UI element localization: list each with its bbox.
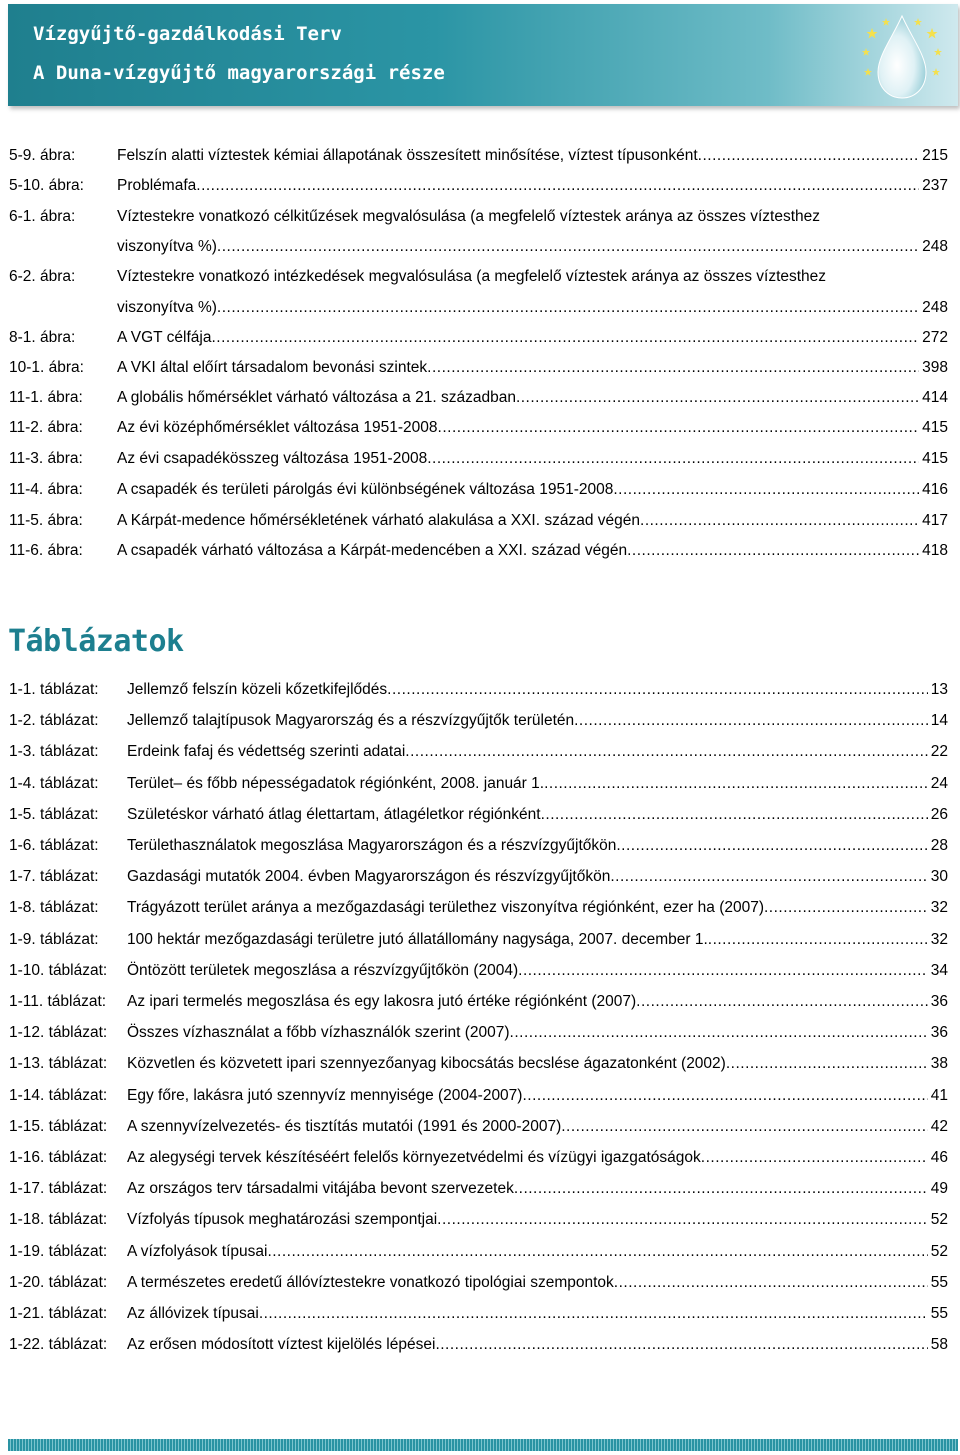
table-number: 1-3. táblázat: [9, 743, 99, 761]
table-number: 1-16. táblázat: [9, 1149, 108, 1166]
leader-dots [726, 1054, 928, 1074]
leader-dots [627, 541, 919, 561]
document-header [8, 4, 958, 106]
table-number: 1-19. táblázat: [9, 1242, 108, 1260]
leader-dots [708, 930, 928, 950]
table-number: 1-8. táblázat: [9, 899, 99, 917]
leader-dots [437, 1210, 928, 1230]
table-title: A vízfolyások típusai [127, 1242, 268, 1260]
tables-section-heading: Táblázatok [8, 624, 184, 659]
leader-dots [259, 1304, 928, 1324]
table-title: Területhasználatok megoszlása Magyarországon és a részvízgyűjtőkön [127, 837, 617, 854]
page-number: 36 [930, 993, 948, 1010]
page-number: 215 [922, 147, 948, 164]
table-title: Terület– és főbb népességadatok régiónként, 2008. január 1. [127, 774, 545, 792]
table-number: 1-12. táblázat: [9, 1024, 108, 1042]
figure-number: 11-3. ábra: [9, 450, 83, 467]
page-number: 38 [930, 1055, 948, 1073]
table-number: 1-22. táblázat: [9, 1336, 108, 1354]
figure-title: A globális hőmérséklet várható változása a 21. században [117, 389, 516, 406]
page-number: 49 [930, 1180, 948, 1198]
page-number: 248 [922, 299, 948, 316]
table-title: Születéskor várható átlag élettartam, átlagéletkor régiónként [127, 805, 541, 823]
leader-dots [544, 774, 928, 794]
table-title: A természetes eredetű állóvíztestekre vonatkozó tipológiai szempontok [127, 1273, 614, 1291]
figure-number: 5-10. ábra: [9, 177, 84, 194]
page-number: 414 [922, 389, 948, 406]
table-title: Az állóvizek típusai [127, 1305, 259, 1322]
leader-dots [211, 328, 919, 348]
page-number: 32 [930, 930, 948, 948]
leader-dots [387, 680, 928, 700]
table-number: 1-21. táblázat: [9, 1305, 108, 1322]
figure-title-line1: Víztestekre vonatkozó intézkedések megvalósulása (a megfelelő víztestek aránya az összes víztesthez [117, 268, 827, 285]
page-number: 13 [930, 681, 948, 698]
page-number: 415 [922, 450, 948, 467]
leader-dots [698, 146, 919, 166]
table-title: 100 hektár mezőgazdasági területre jutó állatállomány nagysága, 2007. december 1. [127, 930, 708, 948]
water-drop-eu-logo-icon [852, 8, 952, 102]
figure-title: Az évi középhőmérséklet változása 1951-2008 [117, 419, 438, 436]
leader-dots [435, 1335, 927, 1355]
leader-dots [541, 805, 928, 825]
page-number: 52 [930, 1242, 948, 1260]
page-number: 32 [930, 899, 948, 917]
figure-title: A csapadék várható változása a Kárpát-medencében a XXI. század végén [117, 542, 628, 559]
table-number: 1-10. táblázat: [9, 961, 108, 979]
table-number: 1-9. táblázat: [9, 930, 99, 948]
page-number: 58 [930, 1336, 948, 1354]
table-number: 1-11. táblázat: [9, 993, 107, 1010]
figure-title: Problémafa [117, 177, 197, 194]
page-number: 52 [930, 1211, 948, 1229]
table-title: Trágyázott terület aránya a mezőgazdasági területhez viszonyítva régiónként, ezer ha (2007) [127, 899, 764, 917]
table-number: 1-14. táblázat: [9, 1086, 108, 1104]
table-number: 1-17. táblázat: [9, 1180, 108, 1198]
leader-dots [217, 237, 919, 257]
figure-title: A VKI által előírt társadalom bevonási szintek [117, 359, 428, 376]
leader-dots [613, 480, 919, 500]
table-title: Jellemző felszín közeli kőzetkifejlődés [127, 681, 388, 698]
page-number: 417 [922, 512, 948, 529]
page-number: 24 [930, 774, 948, 792]
figure-number: 10-1. ábra: [9, 359, 84, 376]
page-number: 42 [930, 1117, 948, 1135]
table-number: 1-6. táblázat: [9, 837, 99, 854]
page-number: 55 [930, 1305, 948, 1322]
leader-dots [217, 298, 919, 318]
page-number: 55 [930, 1273, 948, 1291]
table-number: 1-7. táblázat: [9, 868, 99, 886]
page-number: 415 [922, 419, 948, 436]
leader-dots [427, 358, 919, 378]
figure-number: 6-1. ábra: [9, 208, 76, 225]
figure-number: 11-1. ábra: [9, 389, 83, 406]
header-title-line1: Vízgyűjtő-gazdálkodási Terv [33, 23, 342, 45]
page-number: 46 [930, 1149, 948, 1166]
table-title: Összes vízhasználat a főbb vízhasználók szerint (2007) [127, 1024, 510, 1042]
leader-dots [522, 1086, 927, 1106]
leader-dots [438, 418, 920, 438]
table-number: 1-1. táblázat: [9, 681, 99, 698]
leader-dots [614, 1273, 928, 1293]
leader-dots [196, 176, 919, 196]
figure-number: 11-4. ábra: [9, 481, 83, 498]
figure-title: Az évi csapadékösszeg változása 1951-2008 [117, 450, 428, 467]
leader-dots [764, 898, 928, 918]
table-number: 1-4. táblázat: [9, 774, 99, 792]
leader-dots [514, 1179, 928, 1199]
table-title: Az alegységi tervek készítéséért felelős környezetvédelmi és vízügyi igazgatóságok [127, 1149, 701, 1166]
figure-title: viszonyítva %) [117, 238, 217, 255]
leader-dots [561, 1117, 928, 1137]
header-title-line2: A Duna-vízgyűjtő magyarországi része [33, 62, 445, 84]
figure-number: 11-2. ábra: [9, 419, 83, 436]
leader-dots [636, 992, 928, 1012]
figure-title: A csapadék és területi párolgás évi különbségének változása 1951-2008 [117, 481, 614, 498]
figure-title: A VGT célfája [117, 329, 212, 346]
page-number: 30 [930, 868, 948, 886]
leader-dots [616, 836, 927, 856]
table-number: 1-2. táblázat: [9, 712, 99, 730]
page-number: 416 [922, 481, 948, 498]
figure-title: viszonyítva %) [117, 299, 217, 316]
leader-dots [516, 388, 919, 408]
leader-dots [610, 867, 927, 887]
table-title: Erdeink fafaj és védettség szerinti adatai [127, 743, 406, 761]
table-number: 1-15. táblázat: [9, 1117, 108, 1135]
leader-dots [574, 711, 928, 731]
leader-dots [267, 1242, 927, 1262]
figure-title: Felszín alatti víztestek kémiai állapotának összesített minősítése, víztest típusonként [117, 147, 698, 164]
figure-number: 11-6. ábra: [9, 542, 83, 559]
table-title: Egy főre, lakásra jutó szennyvíz mennyisége (2004-2007) [127, 1086, 523, 1104]
footer-band [8, 1439, 958, 1451]
page-number: 418 [922, 542, 948, 559]
figure-number: 6-2. ábra: [9, 268, 76, 285]
page-number: 398 [922, 359, 948, 376]
table-number: 1-18. táblázat: [9, 1211, 108, 1229]
figure-title-line1: Víztestekre vonatkozó célkitűzések megvalósulása (a megfelelő víztestek aránya az összes víztesthez [117, 208, 821, 225]
table-title: Közvetlen és közvetett ipari szennyezőanyag kibocsátás becslése ágazatonként (2002) [127, 1055, 726, 1073]
table-title: Az országos terv társadalmi vitájába bevont szervezetek [127, 1180, 514, 1198]
leader-dots [427, 449, 919, 469]
leader-dots [510, 1023, 928, 1043]
figure-number: 11-5. ábra: [9, 512, 83, 529]
page-number: 28 [930, 837, 948, 854]
figure-number: 8-1. ábra: [9, 329, 76, 346]
table-title: Öntözött területek megoszlása a részvízgyűjtőkön (2004) [127, 961, 519, 979]
page-number: 14 [930, 712, 948, 730]
table-title: Az ipari termelés megoszlása és egy lakosra jutó értéke régiónként (2007) [127, 993, 637, 1010]
leader-dots [405, 742, 927, 762]
table-title: Gazdasági mutatók 2004. évben Magyarországon és részvízgyűjtőkön [127, 868, 611, 886]
table-title: Az erősen módosított víztest kijelölés lépései [127, 1336, 436, 1354]
figure-number: 5-9. ábra: [9, 147, 76, 164]
table-number: 1-13. táblázat: [9, 1055, 108, 1073]
leader-dots [518, 961, 928, 981]
figure-title: A Kárpát-medence hőmérsékletének várható alakulása a XXI. század végén [117, 512, 641, 529]
page-number: 22 [930, 743, 948, 761]
page-number: 34 [930, 961, 948, 979]
page-number: 26 [930, 805, 948, 823]
page-number: 41 [930, 1086, 948, 1104]
page-number: 248 [922, 238, 948, 255]
table-title: A szennyvízelvezetés- és tisztítás mutatói (1991 és 2000-2007) [127, 1117, 562, 1135]
table-title: Jellemző talajtípusok Magyarország és a részvízgyűjtők területén [127, 712, 575, 730]
page-number: 36 [930, 1024, 948, 1042]
page-number: 272 [922, 329, 948, 346]
table-number: 1-20. táblázat: [9, 1273, 108, 1291]
table-number: 1-5. táblázat: [9, 805, 99, 823]
page-number: 237 [922, 177, 948, 194]
leader-dots [640, 511, 919, 531]
leader-dots [701, 1148, 928, 1168]
table-title: Vízfolyás típusok meghatározási szempontjai [127, 1211, 438, 1229]
